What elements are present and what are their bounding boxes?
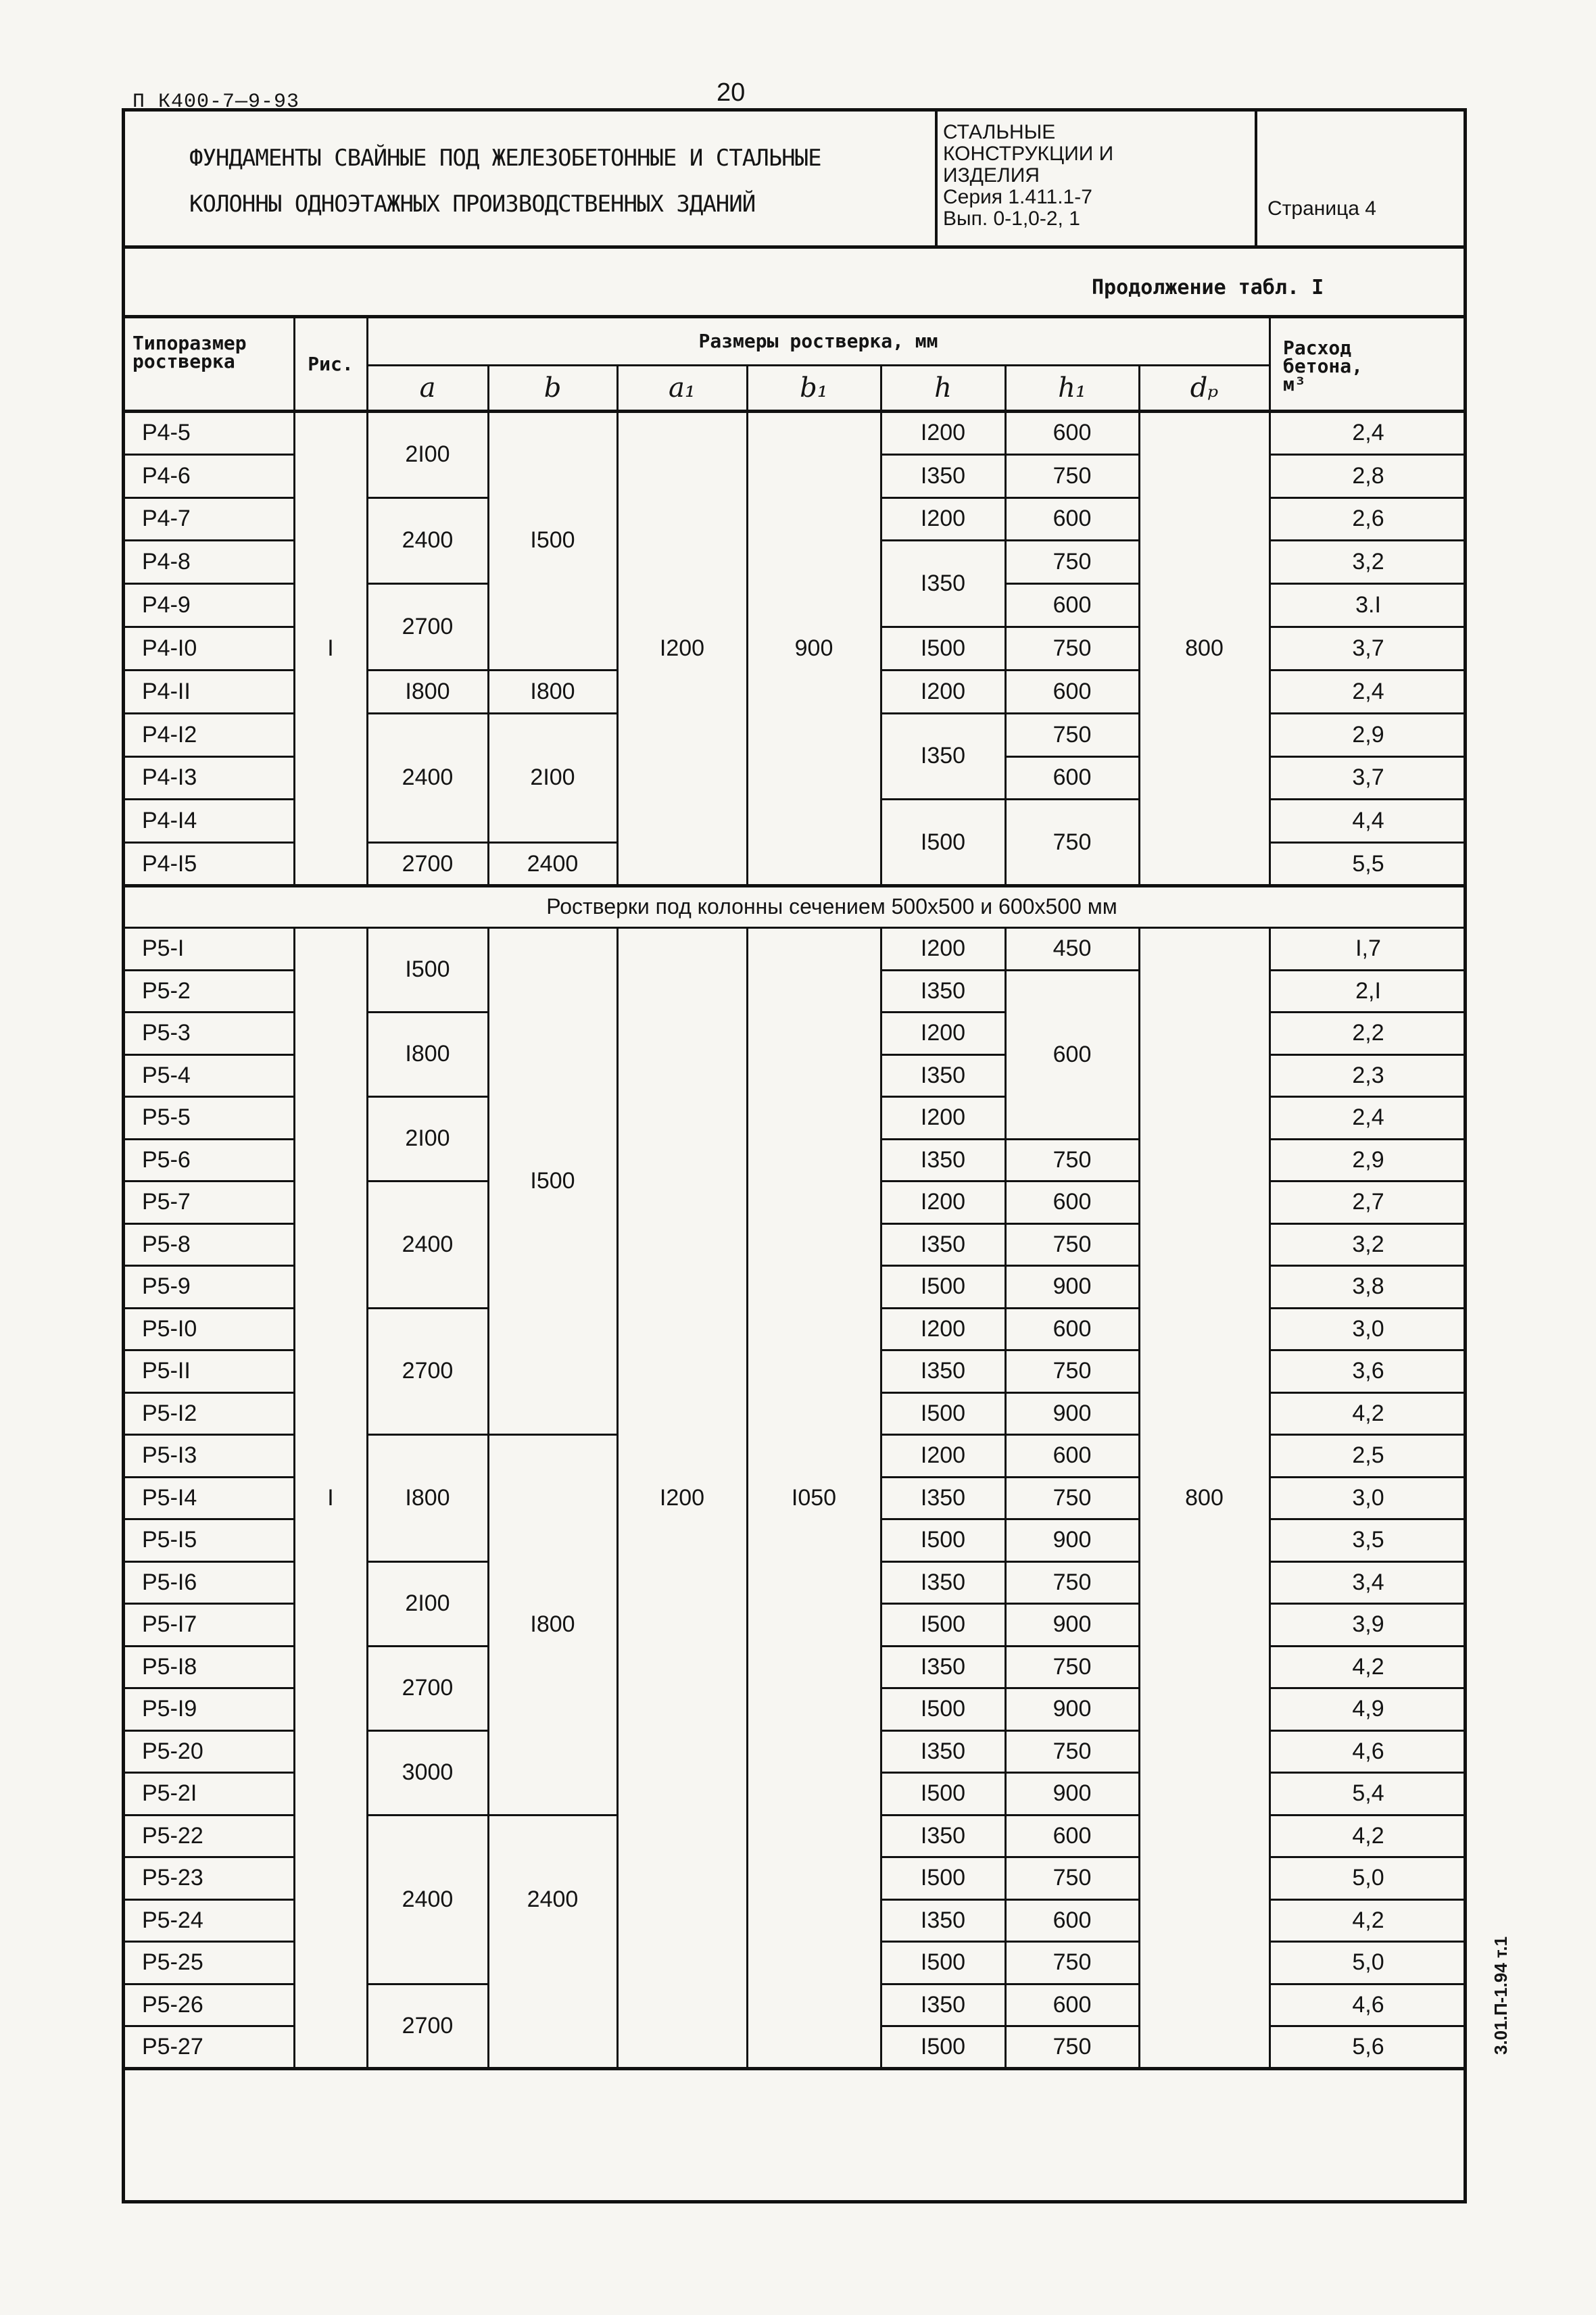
type-code: Р4-7 [142, 506, 191, 531]
header-figure: Рис. [308, 352, 354, 375]
type-code: Р5-I3 [142, 1442, 197, 1468]
concrete-volume: 3,7 [1352, 764, 1384, 790]
concrete-volume: 2,2 [1352, 1020, 1384, 1046]
dim-h1: 600 [1053, 1315, 1092, 1342]
concrete-volume: 4,2 [1352, 1907, 1384, 1933]
series-line-1: СТАЛЬНЫЕ [943, 121, 1056, 143]
concrete-volume: 4,6 [1352, 1991, 1384, 2018]
type-code: Р4-8 [142, 548, 191, 575]
dim-h: I200 [920, 506, 966, 531]
dim-h1: 750 [1053, 2034, 1092, 2060]
dim-a: 2I00 [405, 1125, 450, 1151]
header-type-line: Типоразмер [132, 332, 247, 354]
dim-h: I350 [920, 977, 966, 1004]
type-code: Р5-I7 [142, 1611, 197, 1637]
type-code: Р5-I4 [142, 1484, 197, 1511]
concrete-volume: 5,0 [1352, 1865, 1384, 1891]
header-b: b [543, 372, 562, 404]
concrete-volume: 5,6 [1352, 2034, 1384, 2060]
dim-h1: 750 [1053, 635, 1092, 661]
series-line-5: Вып. 0-1,0-2, 1 [943, 208, 1080, 230]
figure-ref: I [327, 635, 334, 661]
dim-h: I200 [920, 1442, 966, 1468]
type-code: Р5-24 [142, 1907, 203, 1933]
dim-h: I350 [920, 1358, 966, 1384]
dim-b: I500 [530, 1167, 575, 1194]
dim-h1: 750 [1053, 721, 1092, 748]
concrete-volume: 3,4 [1352, 1569, 1384, 1595]
dim-h: I350 [920, 462, 966, 489]
dim-h1: 750 [1053, 548, 1092, 575]
dim-h: I350 [920, 1907, 966, 1933]
type-code: Р4-I5 [142, 850, 197, 877]
type-code: Р5-27 [142, 2034, 203, 2060]
concrete-volume: 2,7 [1352, 1189, 1384, 1215]
dim-b1: 900 [794, 635, 833, 661]
concrete-volume: 4,4 [1352, 807, 1384, 833]
type-code: Р4-I3 [142, 764, 197, 790]
dim-h1: 750 [1053, 1949, 1092, 1975]
dim-a: 2700 [402, 850, 454, 877]
dim-h: I350 [920, 1653, 966, 1680]
type-code: Р5-I0 [142, 1315, 197, 1342]
side-stamp-code: 3.01.П-1.94 т.1 [1491, 1936, 1511, 2055]
type-code: Р5-I [142, 935, 185, 961]
dim-h1: 600 [1053, 506, 1092, 531]
continuation-label: Продолжение табл. I [1092, 276, 1324, 299]
dim-a: I800 [405, 1484, 450, 1511]
dim-h: I200 [920, 1189, 966, 1215]
dim-h1: 750 [1053, 1484, 1092, 1511]
dim-b: 2400 [527, 850, 579, 877]
dim-h: I350 [920, 1146, 966, 1173]
dim-h1: 900 [1053, 1273, 1092, 1299]
dim-a: 2700 [402, 2013, 454, 2039]
concrete-volume: 3,2 [1352, 548, 1384, 575]
dim-b: I500 [530, 527, 575, 553]
concrete-volume: 3,7 [1352, 635, 1384, 661]
type-code: Р5-26 [142, 1991, 203, 2018]
type-code: Р4-I0 [142, 635, 197, 661]
type-code: Р5-22 [142, 1822, 203, 1849]
section-label: Ростверки под колонны сечением 500х500 и 600х500 мм [546, 894, 1117, 919]
type-code: Р5-23 [142, 1865, 203, 1891]
series-line-2: КОНСТРУКЦИИ И [943, 143, 1114, 165]
concrete-volume: 4,2 [1352, 1822, 1384, 1849]
type-code: Р4-5 [142, 419, 191, 445]
dim-h1: 750 [1053, 462, 1092, 489]
dim-h1: 900 [1053, 1400, 1092, 1426]
type-code: Р5-8 [142, 1231, 191, 1257]
figure-ref: I [327, 1484, 334, 1511]
dim-h1: 750 [1053, 1738, 1092, 1764]
series-line-3: ИЗДЕЛИЯ [943, 164, 1040, 187]
dim-a: 2700 [402, 1675, 454, 1701]
concrete-volume: 2,3 [1352, 1062, 1384, 1088]
type-code: Р4-9 [142, 591, 191, 618]
dim-h: I500 [920, 829, 966, 855]
dim-a: I500 [405, 956, 450, 982]
dim-b: I800 [530, 678, 575, 704]
dim-a: 2400 [402, 1231, 454, 1257]
concrete-volume: 2,5 [1352, 1442, 1384, 1468]
type-code: Р5-9 [142, 1273, 191, 1299]
header-type [132, 326, 294, 379]
concrete-volume: 5,5 [1352, 850, 1384, 877]
dim-a: 2400 [402, 1886, 454, 1912]
document-code: П К400-7—9-93 [132, 91, 300, 114]
header-b1: b₁ [800, 372, 828, 404]
dim-h: I500 [920, 635, 966, 661]
type-code: Р5-I5 [142, 1527, 197, 1553]
type-code: Р5-2I [142, 1780, 197, 1806]
concrete-volume: 3,9 [1352, 1611, 1384, 1637]
concrete-volume: 3,8 [1352, 1273, 1384, 1299]
dim-h: I500 [920, 1273, 966, 1299]
type-code: Р5-2 [142, 977, 191, 1004]
dim-a: 2700 [402, 1358, 454, 1384]
header-a1: a₁ [669, 372, 696, 404]
dim-h1: 750 [1053, 1358, 1092, 1384]
dim-h: I200 [920, 419, 966, 445]
dim-h: I350 [920, 1991, 966, 2018]
type-code: Р5-I8 [142, 1653, 197, 1680]
dim-h: I500 [920, 1696, 966, 1722]
concrete-volume: 3.I [1355, 591, 1381, 618]
concrete-volume: 5,4 [1352, 1780, 1384, 1806]
type-code: Р5-6 [142, 1146, 191, 1173]
type-code: Р5-4 [142, 1062, 191, 1088]
dim-h: I200 [920, 935, 966, 961]
concrete-volume: 4,2 [1352, 1653, 1384, 1680]
header-consumption [1283, 323, 1467, 408]
type-code: Р5-I2 [142, 1400, 197, 1426]
dim-dp: 800 [1185, 635, 1224, 661]
header-h1: h₁ [1058, 372, 1086, 404]
page-number: 20 [717, 78, 746, 107]
dim-b: I800 [530, 1611, 575, 1637]
dim-h: I200 [920, 678, 966, 704]
concrete-volume: 2,4 [1352, 1104, 1384, 1130]
dim-h1: 600 [1053, 1189, 1092, 1215]
header-dimensions: Размеры ростверка, мм [698, 329, 938, 352]
type-code: Р5-3 [142, 1020, 191, 1046]
title-line-1: ФУНДАМЕНТЫ СВАЙНЫЕ ПОД ЖЕЛЕЗОБЕТОННЫЕ И СТАЛЬНЫЕ [189, 145, 821, 172]
dim-h1: 600 [1053, 1907, 1092, 1933]
dim-h1: 750 [1053, 1231, 1092, 1257]
dim-h: I350 [920, 1231, 966, 1257]
dim-h: I200 [920, 1104, 966, 1130]
dim-b1: I050 [791, 1484, 837, 1511]
dim-b: 2I00 [530, 764, 575, 790]
dim-h1: 900 [1053, 1611, 1092, 1637]
dim-a: I800 [405, 1041, 450, 1067]
dim-h: I500 [920, 2034, 966, 2060]
series-line-4: Серия 1.411.1-7 [943, 186, 1092, 208]
dim-h: I200 [920, 1020, 966, 1046]
type-code: Р5-I6 [142, 1569, 197, 1595]
concrete-volume: 3,5 [1352, 1527, 1384, 1553]
dim-h: I500 [920, 1865, 966, 1891]
dim-h: I500 [920, 1949, 966, 1975]
concrete-volume: 3,6 [1352, 1358, 1384, 1384]
dim-dp: 800 [1185, 1484, 1224, 1511]
dim-h: I350 [920, 1738, 966, 1764]
type-code: Р4-I2 [142, 721, 197, 748]
title-block-divider [1255, 108, 1257, 247]
dim-h: I500 [920, 1400, 966, 1426]
dim-h: I500 [920, 1780, 966, 1806]
concrete-volume: 3,2 [1352, 1231, 1384, 1257]
header-h: h [934, 372, 952, 404]
dim-a: 2I00 [405, 441, 450, 467]
concrete-volume: 2,8 [1352, 462, 1384, 489]
dim-h1: 600 [1053, 1041, 1092, 1067]
page-label: Страница 4 [1267, 197, 1376, 220]
dim-h1: 600 [1053, 1442, 1092, 1468]
dim-a: 2400 [402, 764, 454, 790]
type-code: Р5-25 [142, 1949, 203, 1975]
dim-h: I350 [920, 1822, 966, 1849]
header-type-line: ростверка [132, 350, 235, 372]
concrete-volume: 2,9 [1352, 1146, 1384, 1173]
dim-h1: 750 [1053, 1653, 1092, 1680]
dim-h1: 600 [1053, 764, 1092, 790]
title-block-divider [935, 108, 938, 247]
header-dp: dₚ [1190, 372, 1219, 404]
dim-h: I500 [920, 1611, 966, 1637]
dim-a: 2I00 [405, 1590, 450, 1616]
type-code: Р4-6 [142, 462, 191, 489]
dim-h: I350 [920, 743, 966, 769]
concrete-volume: 3,0 [1352, 1315, 1384, 1342]
dim-h1: 750 [1053, 1865, 1092, 1891]
header-consumption-line: бетона, [1283, 354, 1363, 377]
concrete-volume: 5,0 [1352, 1949, 1384, 1975]
dim-h1: 750 [1053, 1146, 1092, 1173]
dim-h1: 750 [1053, 1569, 1092, 1595]
type-code: Р5-I9 [142, 1696, 197, 1722]
title-line-2: КОЛОННЫ ОДНОЭТАЖНЫХ ПРОИЗВОДСТВЕННЫХ ЗДАНИЙ [189, 191, 756, 218]
dim-h: I350 [920, 1484, 966, 1511]
concrete-volume: 2,4 [1352, 678, 1384, 704]
dim-h1: 600 [1053, 591, 1092, 618]
type-code: Р5-5 [142, 1104, 191, 1130]
type-code: Р4-II [142, 678, 191, 704]
concrete-volume: 4,6 [1352, 1738, 1384, 1764]
dim-h1: 600 [1053, 1822, 1092, 1849]
type-code: Р5-20 [142, 1738, 203, 1764]
dim-h1: 900 [1053, 1696, 1092, 1722]
concrete-volume: 2,I [1355, 977, 1381, 1004]
dim-h1: 600 [1053, 419, 1092, 445]
dim-h: I350 [920, 570, 966, 596]
dim-a1: I200 [659, 635, 705, 661]
concrete-volume: 2,6 [1352, 506, 1384, 531]
dim-a: 3000 [402, 1759, 454, 1785]
type-code: Р4-I4 [142, 807, 197, 833]
dim-h1: 600 [1053, 1991, 1092, 2018]
title-block-bottom-rule [123, 245, 1466, 249]
dim-h1: 450 [1053, 935, 1092, 961]
type-code: Р5-7 [142, 1189, 191, 1215]
concrete-volume: 4,9 [1352, 1696, 1384, 1722]
concrete-volume: 2,9 [1352, 721, 1384, 748]
type-code: Р5-II [142, 1358, 191, 1384]
concrete-volume: 4,2 [1352, 1400, 1384, 1426]
header-a: a [419, 372, 436, 404]
header-consumption-line: м³ [1283, 372, 1306, 395]
dim-h: I350 [920, 1569, 966, 1595]
dim-b: 2400 [527, 1886, 579, 1912]
dim-h1: 600 [1053, 678, 1092, 704]
dim-a: 2700 [402, 613, 454, 639]
dim-h1: 900 [1053, 1527, 1092, 1553]
dim-h1: 900 [1053, 1780, 1092, 1806]
header-consumption-line: Расход [1283, 336, 1352, 359]
dim-h: I350 [920, 1062, 966, 1088]
concrete-volume: I,7 [1355, 935, 1381, 961]
dim-h: I200 [920, 1315, 966, 1342]
concrete-volume: 2,4 [1352, 419, 1384, 445]
dim-a: I800 [405, 678, 450, 704]
concrete-volume: 3,0 [1352, 1484, 1384, 1511]
dim-a: 2400 [402, 527, 454, 553]
dim-h1: 750 [1053, 829, 1092, 855]
dim-h: I500 [920, 1527, 966, 1553]
dim-a1: I200 [659, 1484, 705, 1511]
